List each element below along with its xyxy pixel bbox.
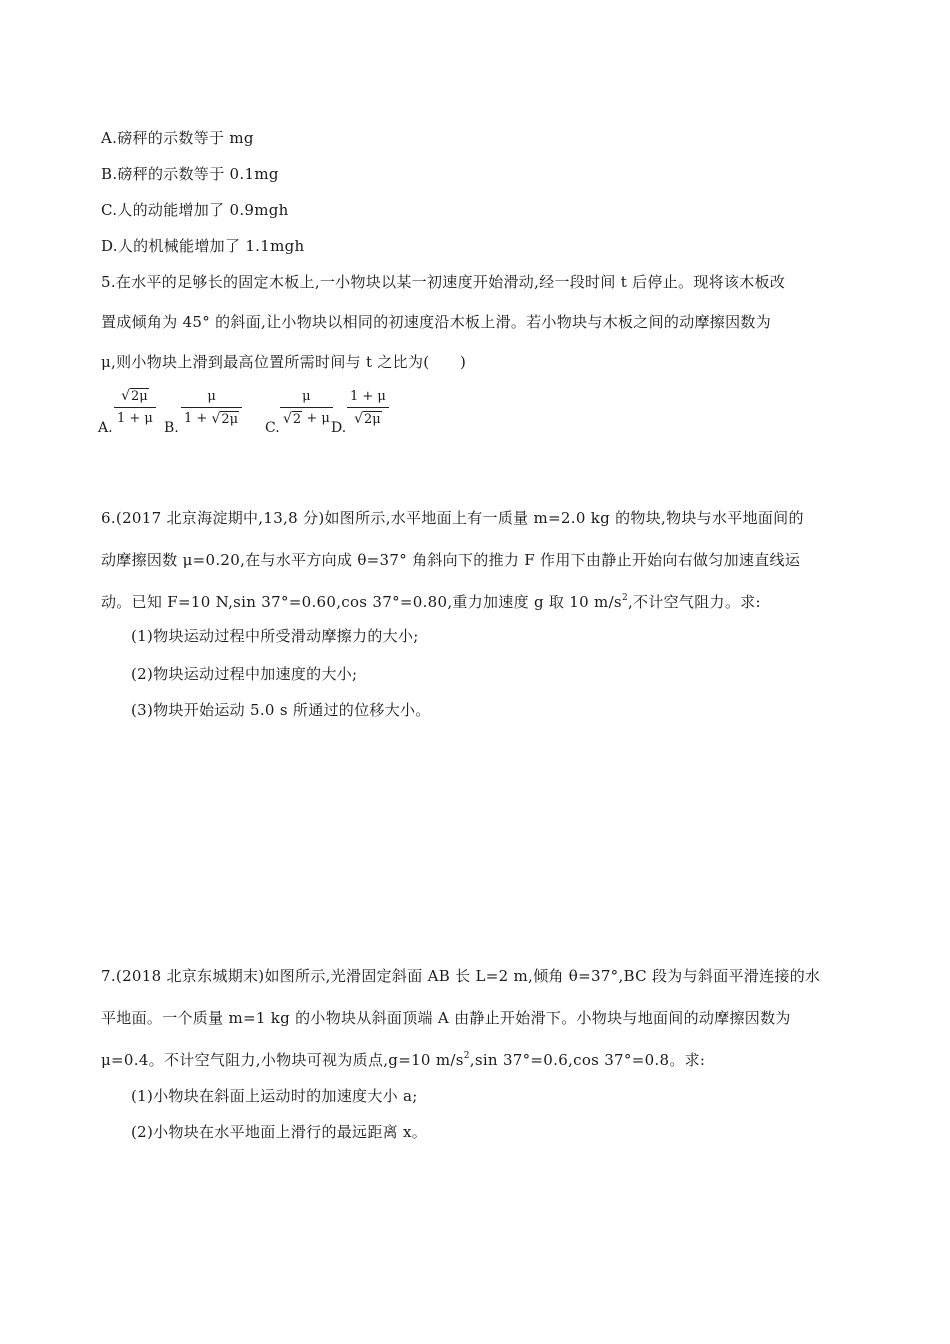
q5-option-a-fraction: √ 2μ 1 + μ	[114, 386, 156, 431]
q7-stem-line1: 7.(2018 北京东城期末)如图所示,光滑固定斜面 AB 长 L=2 m,倾角 θ=37°,BC 段为与斜面平滑连接的水	[101, 967, 821, 985]
q5-option-c-label: C.	[265, 420, 280, 436]
q5-option-c-denominator: √ 2 + μ	[283, 411, 330, 427]
q6-sub-question-3: (3)物块开始运动 5.0 s 所通过的位移大小。	[131, 701, 431, 719]
q5-stem-line1: 5.在水平的足够长的固定木板上,一小物块以某一初速度开始滑动,经一段时间 t 后停止。现将该木板改	[101, 273, 786, 291]
q4-option-c: C.人的动能增加了 0.9mgh	[101, 201, 289, 219]
q4-option-a: A.磅秤的示数等于 mg	[101, 129, 254, 147]
q5-option-d-denominator: √ 2μ	[354, 411, 381, 427]
q5-stem-line2: 置成倾角为 45° 的斜面,让小物块以相同的初速度沿木板上滑。若小物块与木板之间的动摩擦因数为	[101, 313, 771, 331]
q6-stem-line1: 6.(2017 北京海淀期中,13,8 分)如图所示,水平地面上有一质量 m=2.0 kg 的物块,物块与水平地面间的	[101, 509, 804, 527]
q7-sub-question-2: (2)小物块在水平地面上滑行的最远距离 x。	[131, 1123, 428, 1141]
q5-option-b-numerator: μ	[207, 389, 216, 404]
q5-option-c-fraction	[280, 386, 333, 431]
q6-stem-line2: 动摩擦因数 μ=0.20,在与水平方向成 θ=37° 角斜向下的推力 F 作用下由静止开始向右做匀加速直线运	[101, 551, 801, 569]
q7-stem-line3: μ=0.4。不计空气阻力,小物块可视为质点,g=10 $m/s^2,\sin$ 37°=0.6,cos 37°=0.8。求:	[101, 1051, 706, 1069]
q5-stem-line3: μ,则小物块上滑到最高位置所需时间与 t 之比为( )	[101, 353, 467, 371]
q5-option-a-label: A.	[98, 420, 113, 436]
q7-sub-question-1: (1)小物块在斜面上运动时的加速度大小 a;	[131, 1087, 418, 1105]
q5-option-c-numerator: μ	[302, 389, 311, 404]
q6-sub-question-1: (1)物块运动过程中所受滑动摩擦力的大小;	[131, 627, 419, 645]
q6-stem-line3: 动。已知 F=10 N,sin 37°=0.60,cos 37°=0.80,重力加速度 g 取 10 $m/s^2$,不计空气阻力。求:	[101, 593, 761, 611]
q5-option-b-denominator: 1 + √ 2μ	[184, 411, 239, 427]
q5-option-d-label: D.	[331, 420, 347, 436]
q7-stem-line2: 平地面。一个质量 m=1 kg 的小物块从斜面顶端 A 由静止开始滑下。小物块与地面间的动摩擦因数为	[101, 1009, 791, 1027]
q4-option-d: D.人的机械能增加了 1.1mgh	[101, 237, 305, 255]
q5-option-a-denominator: 1 + μ	[117, 411, 153, 426]
q5-option-d-fraction	[347, 386, 389, 431]
q6-sub-question-2: (2)物块运动过程中加速度的大小;	[131, 665, 358, 683]
q4-option-b: B.磅秤的示数等于 0.1mg	[101, 165, 279, 183]
q5-option-b-fraction	[181, 386, 242, 431]
q5-options	[98, 386, 458, 446]
q5-option-d-numerator: 1 + μ	[350, 389, 386, 404]
q5-option-a-numerator: 2μ	[131, 389, 148, 404]
q5-option-b-label: B.	[164, 420, 179, 436]
